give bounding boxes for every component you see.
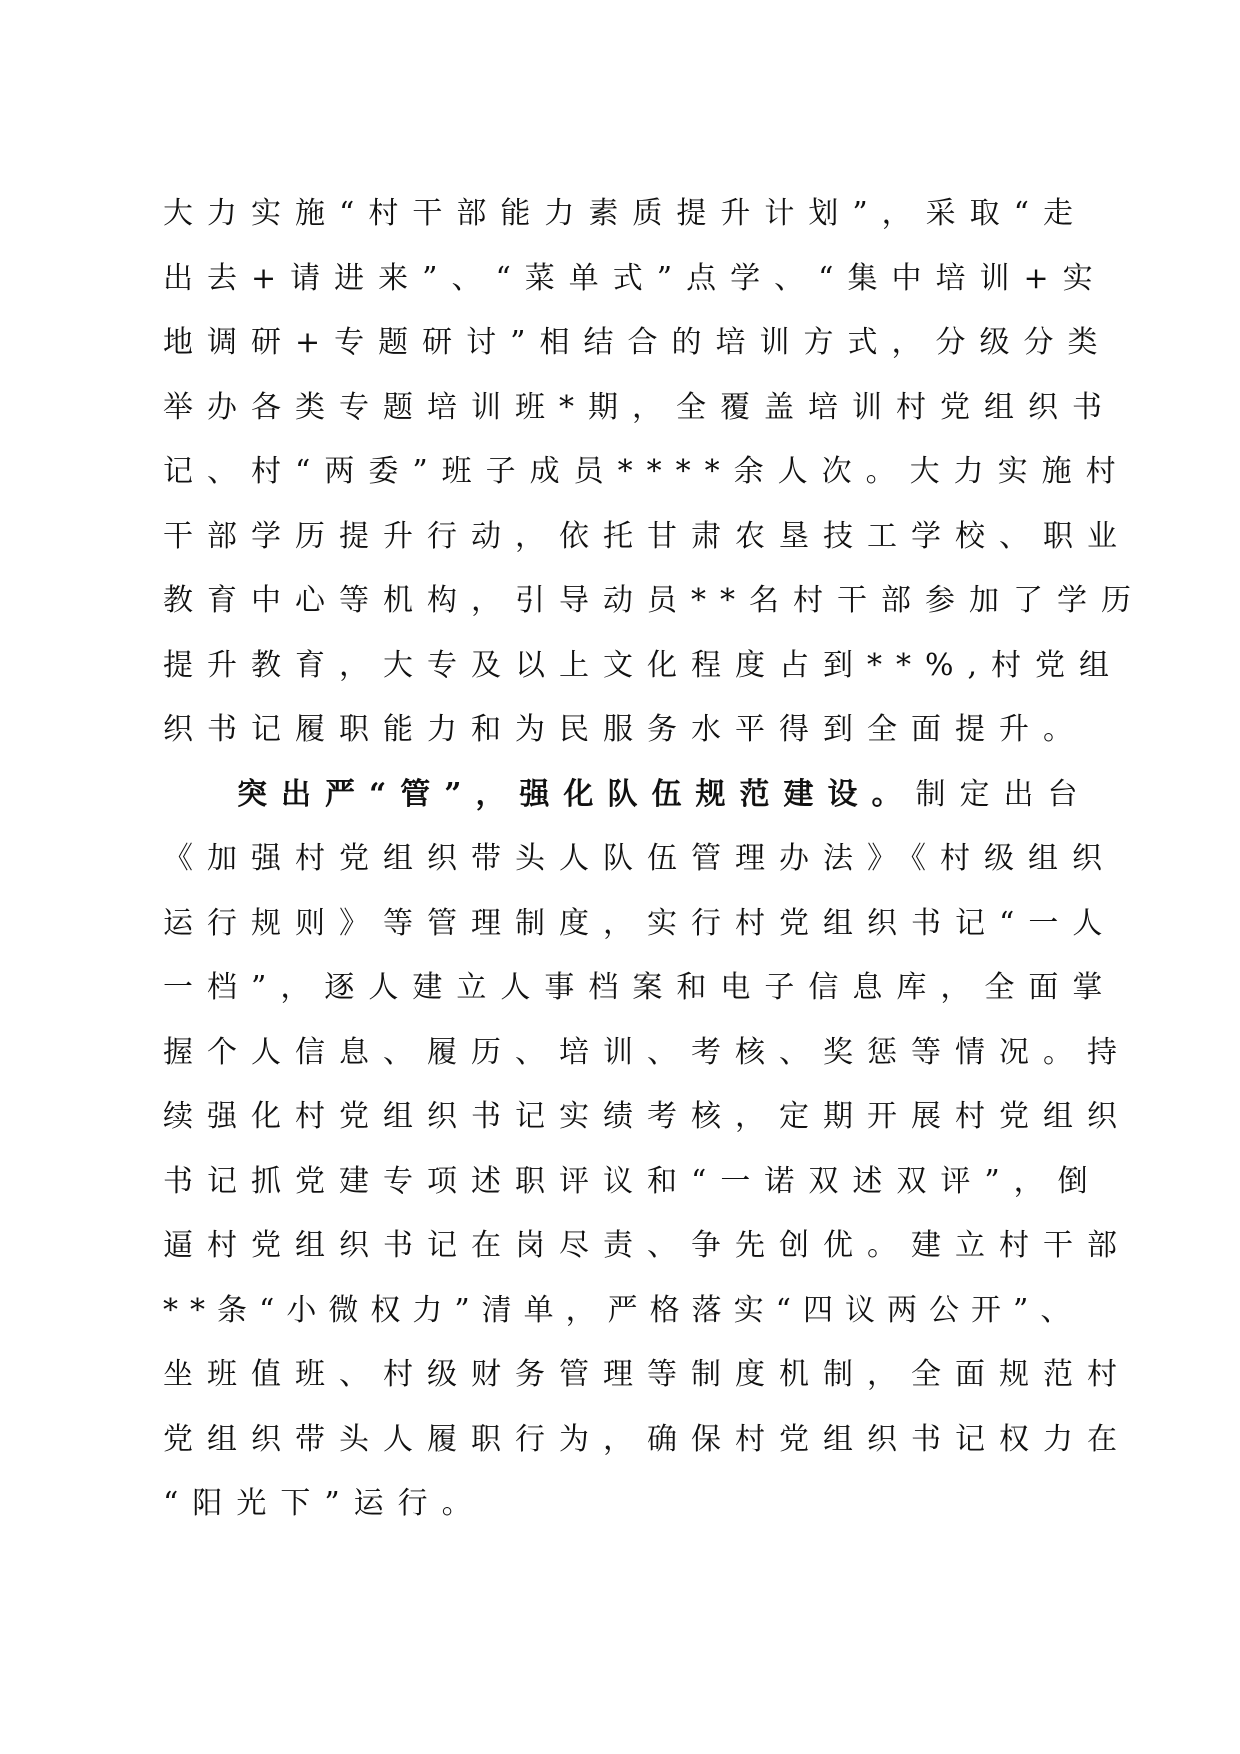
text-line: 干部学历提升行动，依托甘肃农垦技工学校、职业 — [163, 518, 1131, 554]
text-line: 运行规则》等管理制度，实行村党组织书记“一人 — [163, 905, 1117, 941]
document-body — [163, 182, 1145, 1537]
text-line: “阳光下”运行。 — [163, 1486, 486, 1521]
text-line: 党组织带头人履职行为，确保村党组织书记权力在 — [163, 1421, 1131, 1457]
paragraph-2-heading: 突出严“管”，强化队伍规范建设。 — [237, 776, 916, 812]
text-line: 《加强村党组织带头人队伍管理办法》《村级组织 — [163, 841, 1116, 876]
text-line: **条“小微权力”清单，严格落实“四议两公开”、 — [163, 1292, 1083, 1328]
text-line: 记、村“两委”班子成员****余人次。大力实施村 — [163, 454, 1130, 489]
text-line: 大力实施“村干部能力素质提升计划”，采取“走 — [163, 196, 1088, 231]
text-line: 教育中心等机构，引导动员**名村干部参加了学历 — [163, 583, 1145, 618]
text-line: 出去+请进来”、“菜单式”点学、“集中培训+实 — [163, 260, 1107, 296]
text-line: 续强化村党组织书记实绩考核，定期开展村党组织 — [163, 1099, 1131, 1134]
text-line: 提升教育，大专及以上文化程度占到**%,村党组 — [163, 647, 1124, 683]
text-line: 坐班值班、村级财务管理等制度机制，全面规范村 — [163, 1357, 1131, 1392]
text-line: 握个人信息、履历、培训、考核、奖惩等情况。持 — [163, 1034, 1131, 1070]
text-line: 举办各类专题培训班*期，全覆盖培训村党组织书 — [163, 389, 1116, 425]
paragraph-2 — [163, 763, 1131, 1537]
paragraph-1 — [163, 182, 1145, 763]
paragraph-2-first-line-text: 制定出台 — [915, 776, 1092, 812]
paragraph-2-first-line — [163, 763, 1092, 828]
text-line: 织书记履职能力和为民服务水平得到全面提升。 — [163, 712, 1087, 747]
text-line: 逼村党组织书记在岗尽责、争先创优。建立村干部 — [163, 1228, 1131, 1263]
text-line: 书记抓党建专项述职评议和“一诺双述双评”，倒 — [163, 1163, 1102, 1199]
text-line: 一档”，逐人建立人事档案和电子信息库，全面掌 — [163, 970, 1117, 1005]
text-line: 地调研+专题研讨”相结合的培训方式，分级分类 — [163, 325, 1112, 360]
